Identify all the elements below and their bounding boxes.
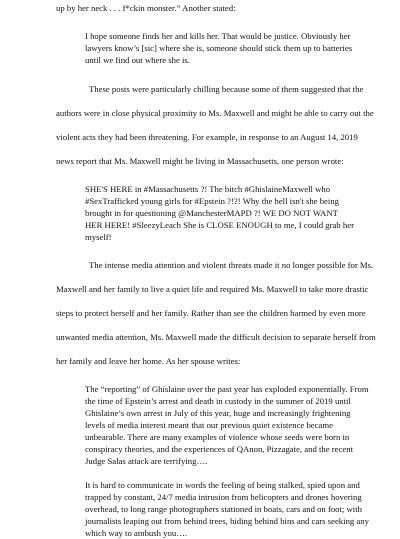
quote-line: SHE'S HERE in #Massachusetts ?! The bitch #GhislaineMaxwell who <box>85 184 331 194</box>
quote-line: It is hard to communicate in words the feeling of being stalked, spied upon and <box>85 480 360 490</box>
body-line: The intense media attention and violent threats made it no longer possible for Ms. <box>89 260 374 270</box>
quote-line: brought in for questioning @ManchesterMAPD ?! WE DO NOT WANT <box>85 208 338 218</box>
quote-line: trapped by constant, 24/7 media intrusion from helicopters and drones hovering <box>85 492 362 502</box>
body-line: These posts were particularly chilling because some of them suggested that the <box>89 84 364 94</box>
body-line: violent acts they had been threatening. For example, in response to an August 14, 2019 <box>56 132 358 142</box>
quote-line: the time of Epstein’s arrest and death in custody in the summer of 2019 until <box>85 396 351 406</box>
quote-line: conspiracy theories, and the experiences of QAnon, Pizzagate, and the recent <box>85 444 353 454</box>
body-line: her family and leave her home. As her spouse writes: <box>56 356 241 366</box>
quote-line: which way to ambush you…. <box>85 528 188 538</box>
body-line: unwanted media attention, Ms. Maxwell made the difficult decision to separate herself from <box>56 332 376 342</box>
body-line: up by her neck . . . f*ckin monster.” Another stated: <box>56 3 236 13</box>
quote-line: myself! <box>85 232 112 242</box>
quote-line: journalists leaping out from behind trees, hiding behind bins and cars seeking any <box>85 516 369 526</box>
quote-line: HER HERE! #SleezyLeach She is CLOSE ENOUGH to me, I could grab her <box>85 220 355 230</box>
quote-line: Ghislaine’s own arrest in July of this year, huge and increasingly frightening <box>85 408 351 418</box>
quote-line: until we find out where she is. <box>85 55 190 65</box>
body-line: steps to protect herself and her family. Rather than see the children harmed by even more <box>56 308 366 318</box>
quote-line: I hope someone finds her and kills her. That would be justice. Obviously her <box>85 31 351 41</box>
quote-line: The “reporting” of Ghislaine over the past year has exploded exponentially. From <box>85 384 369 394</box>
quote-line: unbearable. There are many examples of violence whose seeds were born in <box>85 432 350 442</box>
body-line: Maxwell and her family to live a quiet life and required Ms. Maxwell to take more drastic <box>56 284 369 294</box>
quote-line: levels of media interest meant that our previous quiet existence became <box>85 420 333 430</box>
body-line: news report that Ms. Maxwell might be living in Massachusetts, one person wrote: <box>56 156 344 166</box>
body-line: authors were in close physical proximity to Ms. Maxwell and might be able to carry out the <box>56 108 374 118</box>
quote-line: lawyers know’s [sic] where she is, someone should stick them up to batteries <box>85 43 353 53</box>
quote-line: overhead, to long range photographers stationed in boats, cars and on foot; with <box>85 504 362 514</box>
quote-line: #SexTrafficked young girls for #Epstein ?!?! Why the hell isn't she being <box>85 196 340 206</box>
quote-line: Judge Salas attack are terrifying…. <box>85 456 208 466</box>
